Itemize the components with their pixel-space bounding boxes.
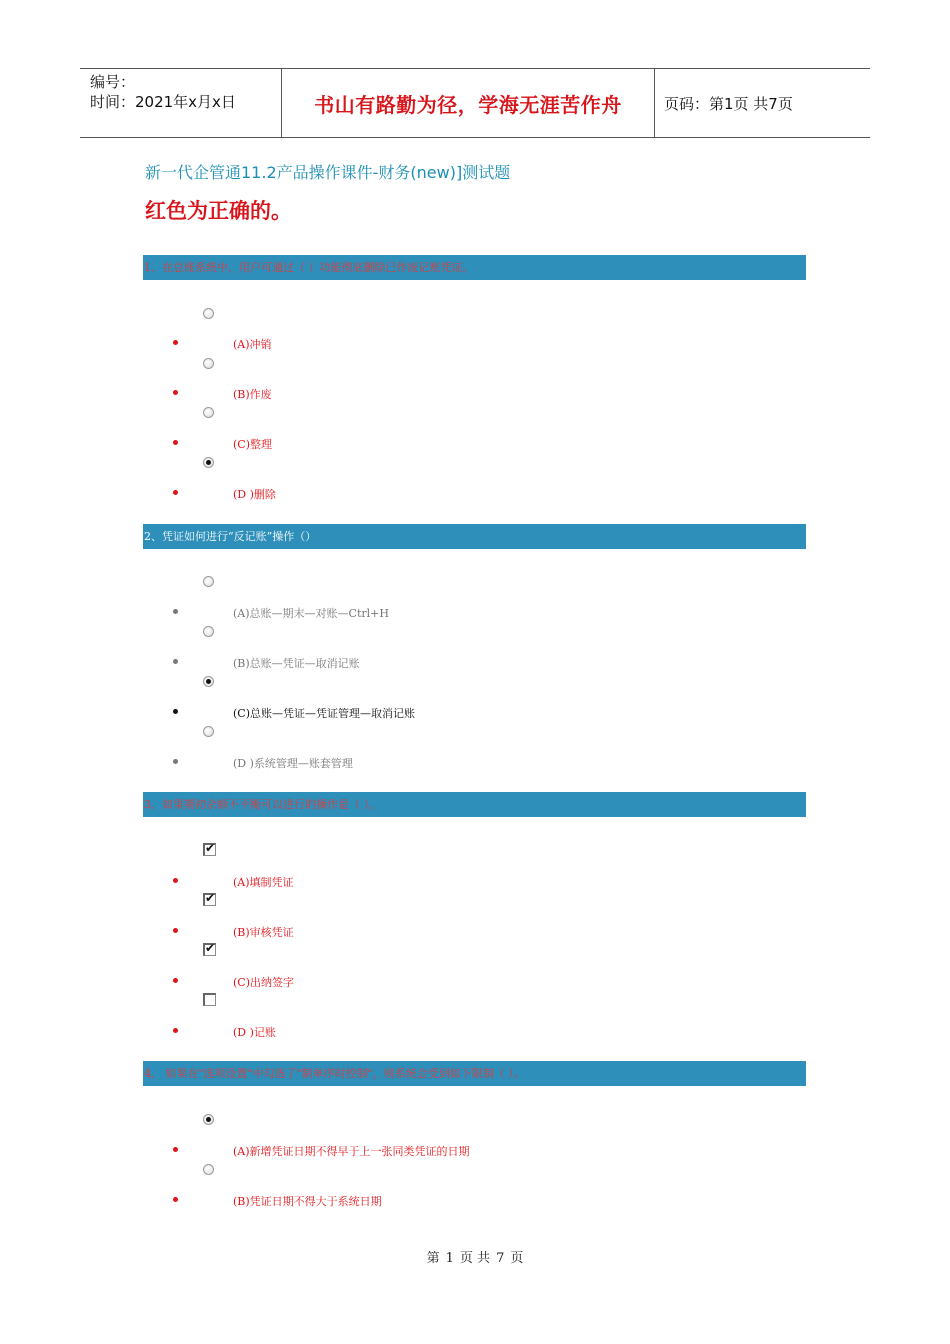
option-label: (A)填制凭证 xyxy=(233,876,294,889)
option-label: (B)凭证日期不得大于系统日期 xyxy=(233,1195,382,1208)
question-text: 3、如果期初余额不平衡可以进行的操作是（ ）。 xyxy=(144,798,380,811)
list-bullet xyxy=(173,759,178,764)
option-label: (B)审核凭证 xyxy=(233,926,294,939)
option-radio[interactable] xyxy=(203,308,214,319)
list-bullet xyxy=(173,878,178,883)
footer-total-pages: 7 xyxy=(496,1251,505,1266)
list-bullet xyxy=(173,440,178,445)
option-radio[interactable] xyxy=(203,358,214,369)
footer-page-number: 1 xyxy=(445,1251,454,1266)
footer-suffix: 页 xyxy=(510,1251,524,1266)
list-bullet xyxy=(173,659,178,664)
option-radio[interactable] xyxy=(203,626,214,637)
option-label: (C)总账—凭证—凭证管理—取消记账 xyxy=(233,707,415,720)
option-label: (C)出纳签字 xyxy=(233,976,294,989)
option-radio[interactable] xyxy=(203,1164,214,1175)
option-radio-selected[interactable] xyxy=(203,676,214,687)
question-bar xyxy=(143,255,806,280)
option-checkbox-checked[interactable] xyxy=(203,893,216,906)
option-label: (B)作废 xyxy=(233,388,272,401)
question-bar xyxy=(143,792,806,817)
list-bullet xyxy=(173,978,178,983)
option-checkbox-checked[interactable] xyxy=(203,843,216,856)
question-bar xyxy=(143,1061,806,1086)
header-meta xyxy=(90,72,236,112)
list-bullet xyxy=(173,390,178,395)
option-radio-selected[interactable] xyxy=(203,457,214,468)
option-checkbox-checked[interactable] xyxy=(203,943,216,956)
question-text: 4、 如果在"选项设置"中勾选了"制单序时控制"，则系统会受到如下限制（ ）。 xyxy=(144,1067,525,1080)
option-label: (B)总账—凭证—取消记账 xyxy=(233,657,360,670)
list-bullet xyxy=(173,609,178,614)
page-header xyxy=(80,68,870,138)
list-bullet xyxy=(173,709,178,714)
page-label: 页码：第1页 共7页 xyxy=(664,95,793,113)
time-label: 时间：2021年x月x日 xyxy=(90,93,236,111)
list-bullet xyxy=(173,928,178,933)
option-label: (C)整理 xyxy=(233,438,272,451)
option-checkbox[interactable] xyxy=(203,993,216,1006)
header-motto: 书山有路勤为径，学海无涯苦作舟 xyxy=(314,92,622,117)
option-radio-selected[interactable] xyxy=(203,1114,214,1125)
question-bar xyxy=(143,524,806,549)
list-bullet xyxy=(173,490,178,495)
footer-mid: 页 共 xyxy=(459,1251,491,1266)
document-title: 新一代企管通11.2产品操作课件-财务(new)]测试题 xyxy=(145,163,511,182)
page-footer xyxy=(0,1247,950,1266)
list-bullet xyxy=(173,1028,178,1033)
list-bullet xyxy=(173,1197,178,1202)
option-label: (A)总账—期末—对账—Ctrl+H xyxy=(233,607,389,620)
option-label: (D )删除 xyxy=(233,488,276,501)
list-bullet xyxy=(173,1147,178,1152)
option-label: (D )记账 xyxy=(233,1026,276,1039)
question-text: 2、凭证如何进行“反记账”操作（） xyxy=(144,530,317,543)
option-label: (A)冲销 xyxy=(233,338,272,351)
option-radio[interactable] xyxy=(203,576,214,587)
option-radio[interactable] xyxy=(203,407,214,418)
option-label: (D )系统管理—账套管理 xyxy=(233,757,353,770)
footer-prefix: 第 xyxy=(426,1251,440,1266)
question-text: 1、在总账系统中，用户可通过（ ）功能彻底删除已作废记账凭证。 xyxy=(144,261,474,274)
list-bullet xyxy=(173,340,178,345)
option-radio[interactable] xyxy=(203,726,214,737)
document-note: 红色为正确的。 xyxy=(145,199,292,223)
option-label: (A)新增凭证日期不得早于上一张同类凭证的日期 xyxy=(233,1145,470,1158)
header-divider xyxy=(654,69,655,137)
number-label: 编号： xyxy=(90,73,136,91)
